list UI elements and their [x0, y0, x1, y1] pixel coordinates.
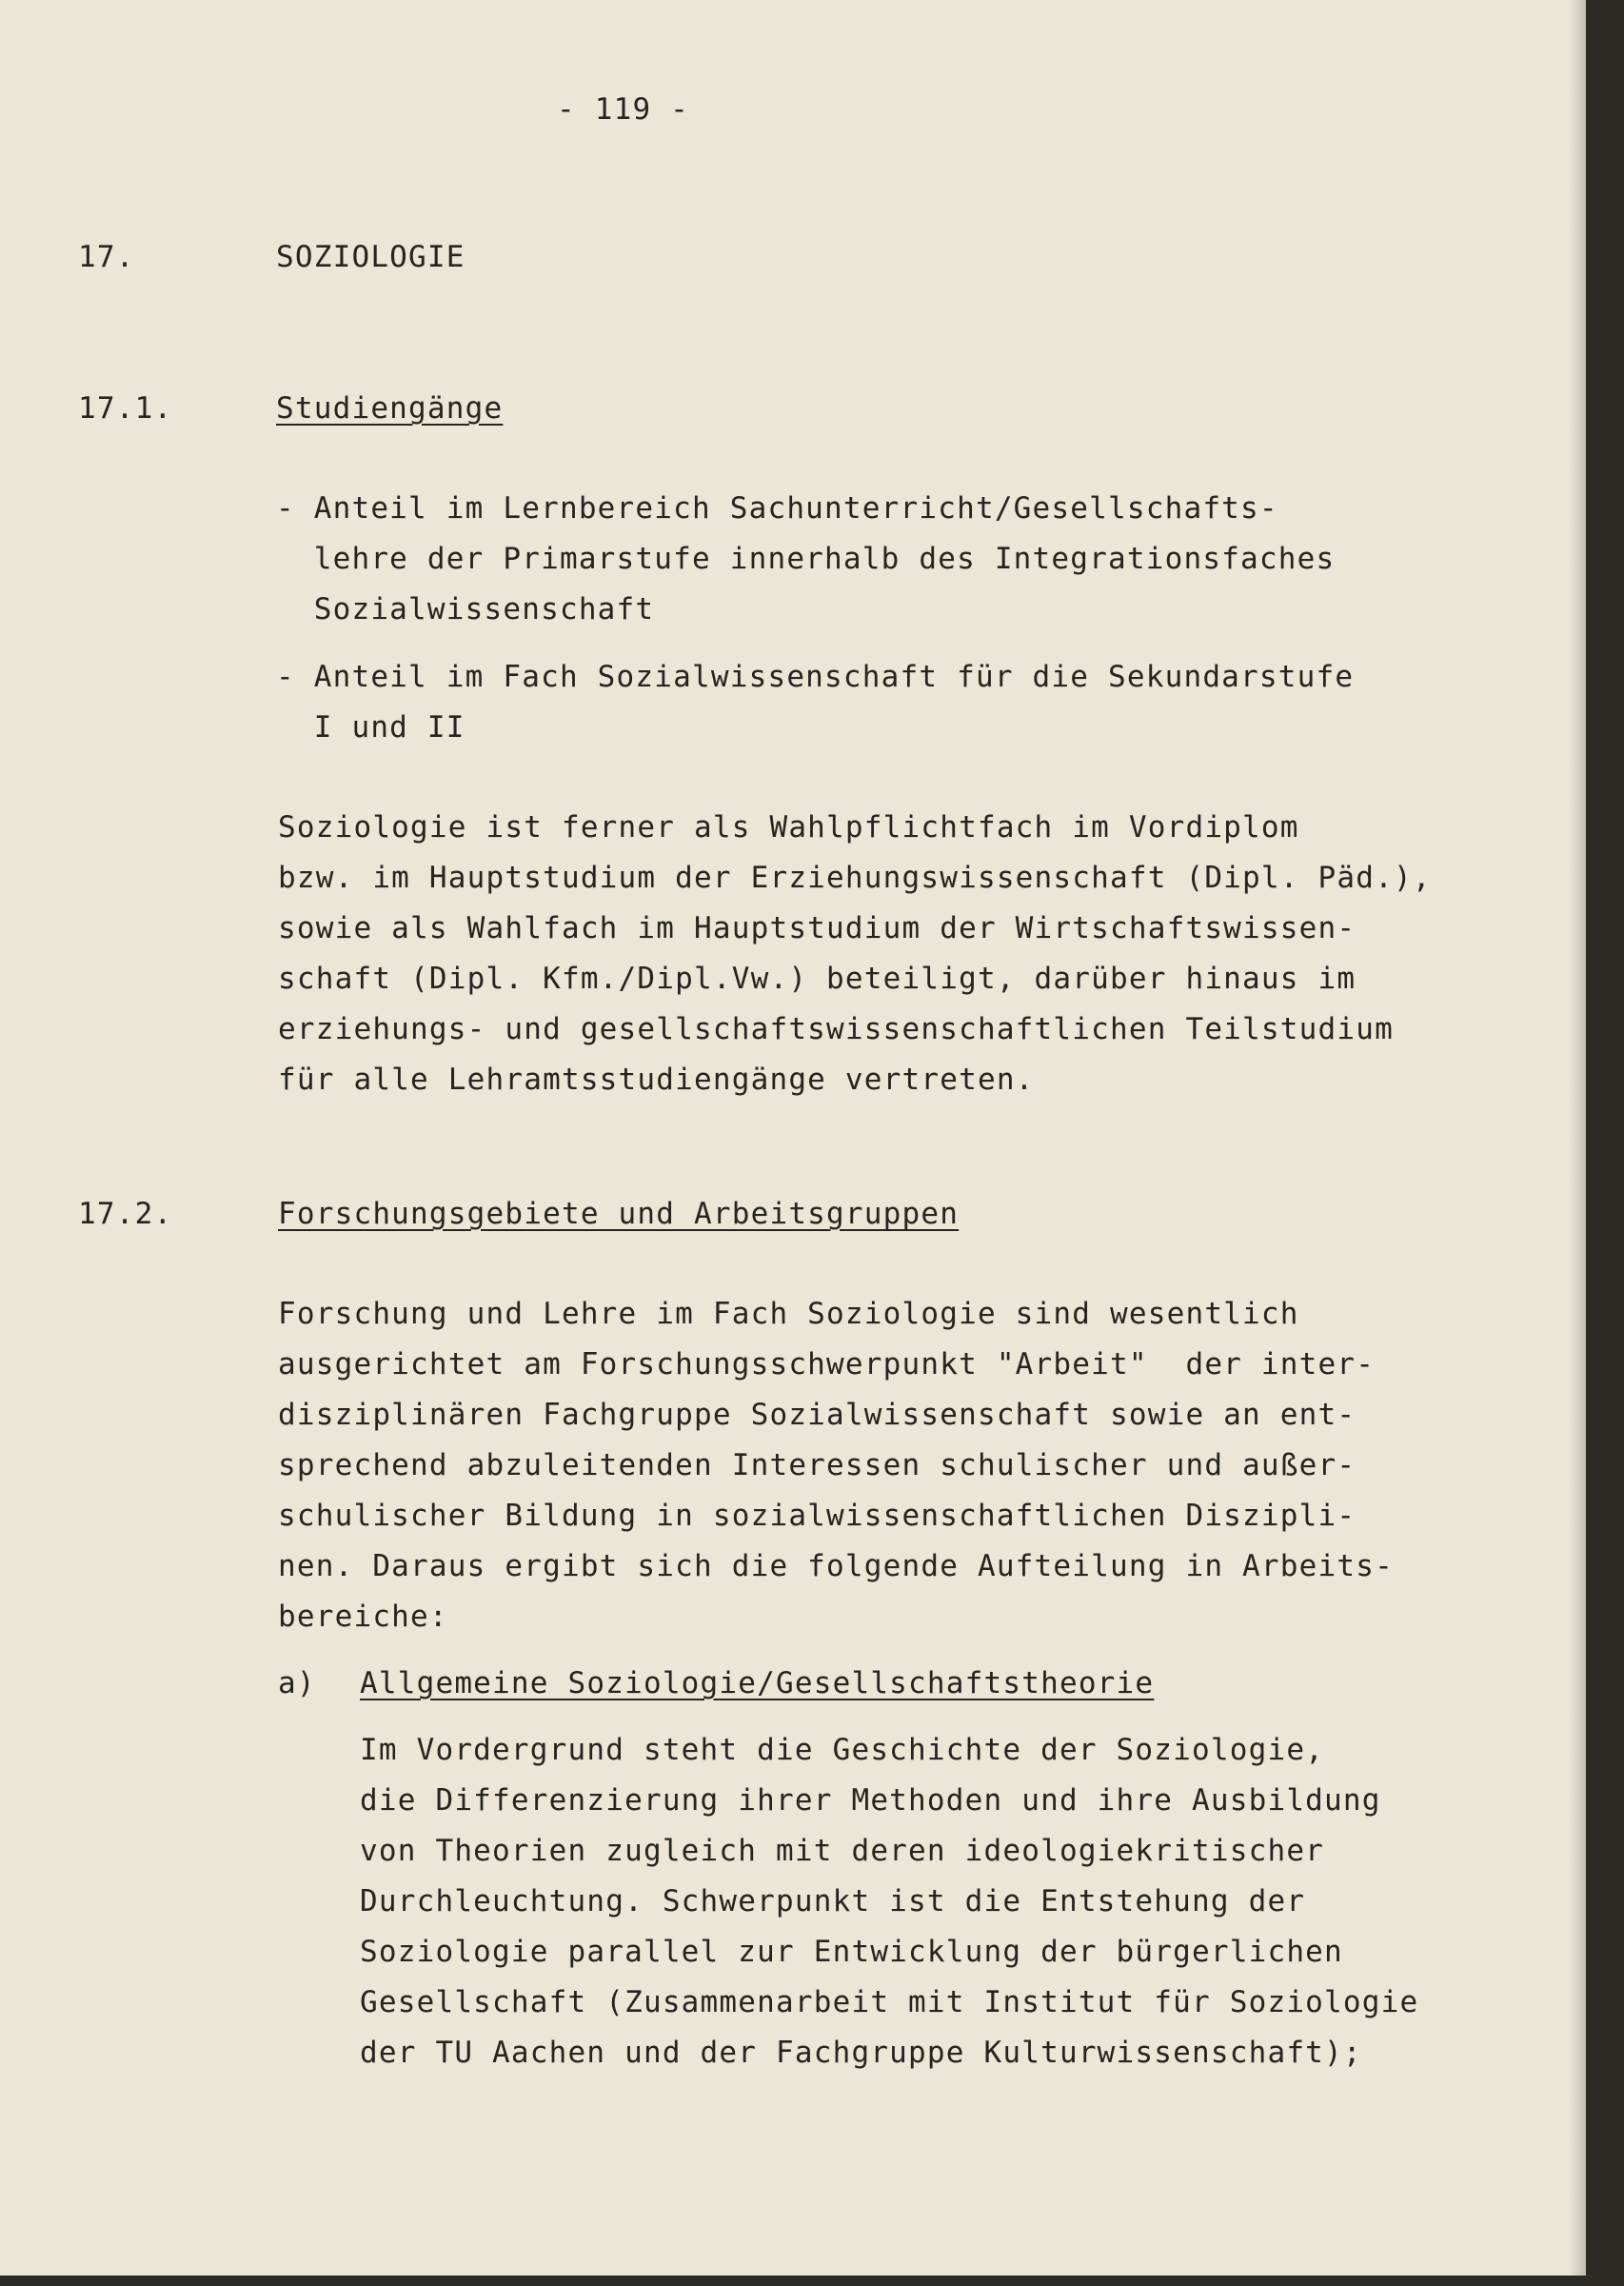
paragraph-line: schulischer Bildung in sozialwissenschaftlichen Diszipli- — [278, 1499, 1357, 1533]
bullet-line: - Anteil im Lernbereich Sachunterricht/Gesellschafts- — [276, 491, 1278, 526]
bullet-line: - Anteil im Fach Sozialwissenschaft für die Sekundarstufe — [276, 660, 1355, 694]
paragraph-line: Soziologie ist ferner als Wahlpflichtfach im Vordiplom — [278, 810, 1299, 845]
paragraph-line: sprechend abzuleitenden Interessen schulischer und außer- — [278, 1448, 1357, 1482]
item-title: Allgemeine Soziologie/Gesellschaftstheorie — [360, 1666, 1155, 1700]
subsection-title: Studiengänge — [276, 391, 504, 426]
subsection-number: 17.1. — [78, 391, 173, 426]
paragraph-line: ausgerichtet am Forschungsschwerpunkt "Arbeit" der inter- — [278, 1347, 1376, 1382]
paragraph-line: sowie als Wahlfach im Hauptstudium der Wirtschaftswissen- — [278, 911, 1357, 945]
item-label: a) — [278, 1666, 316, 1700]
section-number: 17. — [78, 240, 135, 274]
page-edge-shadow — [1569, 0, 1586, 2276]
subsection-number: 17.2. — [78, 1197, 173, 1231]
bullet-line: I und II — [276, 710, 465, 745]
item-text-line: Soziologie parallel zur Entwicklung der bürgerlichen — [360, 1935, 1343, 1969]
subsection-title: Forschungsgebiete und Arbeitsgruppen — [278, 1197, 960, 1231]
section-title: SOZIOLOGIE — [276, 240, 465, 274]
item-text-line: die Differenzierung ihrer Methoden und ihre Ausbildung — [360, 1783, 1381, 1818]
item-text-line: von Theorien zugleich mit deren ideologiekritischer — [360, 1834, 1325, 1868]
paragraph-line: Forschung und Lehre im Fach Soziologie sind wesentlich — [278, 1297, 1299, 1331]
bullet-line: Sozialwissenschaft — [276, 592, 655, 626]
paragraph-line: schaft (Dipl. Kfm./Dipl.Vw.) beteiligt, darüber hinaus im — [278, 962, 1357, 996]
item-text-line: Durchleuchtung. Schwerpunkt ist die Entstehung der — [360, 1884, 1306, 1918]
paragraph-line: bereiche: — [278, 1600, 448, 1634]
paragraph-line: für alle Lehramtsstudiengänge vertreten. — [278, 1063, 1035, 1097]
item-text-line: Gesellschaft (Zusammenarbeit mit Institut für Soziologie — [360, 1985, 1419, 2019]
item-text-line: der TU Aachen und der Fachgruppe Kulturwissenschaft); — [360, 2036, 1362, 2070]
bullet-line: lehre der Primarstufe innerhalb des Integrationsfaches — [276, 542, 1336, 576]
paragraph-line: disziplinären Fachgruppe Sozialwissenschaft sowie an ent- — [278, 1398, 1357, 1432]
paragraph-line: nen. Daraus ergibt sich die folgende Aufteilung in Arbeits- — [278, 1549, 1394, 1583]
paragraph-line: bzw. im Hauptstudium der Erziehungswissenschaft (Dipl. Päd.), — [278, 861, 1432, 895]
item-text-line: Im Vordergrund steht die Geschichte der Soziologie, — [360, 1733, 1325, 1767]
page-number: - 119 - — [557, 92, 690, 127]
paragraph-line: erziehungs- und gesellschaftswissenschaftlichen Teilstudium — [278, 1012, 1394, 1046]
